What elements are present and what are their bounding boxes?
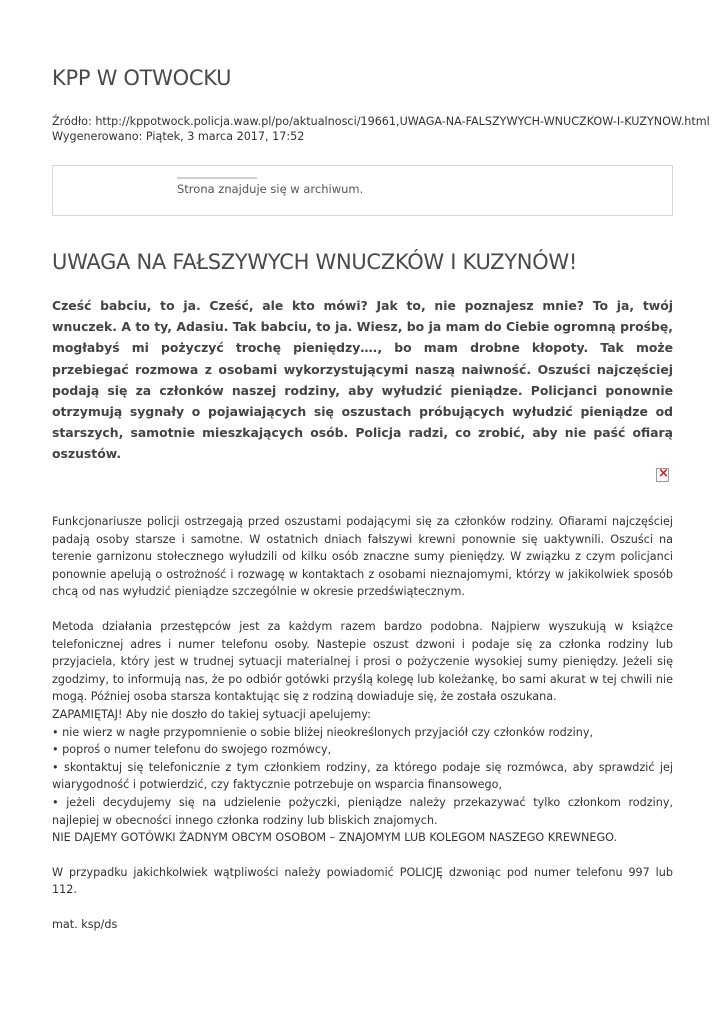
bullet-item: • skontaktuj się telefonicznie z tym członkiem rodziny, za którego podaje się rozmówca, aby sprawdzić jej wiarygodność i potwierdzić, czy faktycznie potrzebuje on wsparcia finansowego, — [52, 760, 673, 792]
archive-notice-divider — [177, 177, 257, 179]
archive-notice-text: Strona znajduje się w archiwum. — [177, 182, 364, 196]
article-author: mat. ksp/ds — [52, 917, 118, 931]
document-meta — [52, 114, 710, 144]
paragraph-3: W przypadku jakichkolwiek wątpliwości należy powiadomić POLICJĘ dzwoniąc pod numer telefonu 997 lub 112. — [52, 865, 673, 897]
bullet-item: • jeżeli decydujemy się na udzielenie pożyczki, pieniądze należy przekazywać tylko członkom rodziny, najlepiej w obecności innego członka rodziny lub bliskich znajomych. — [52, 795, 673, 827]
paragraph-1: Funkcjonariusze policji ostrzegają przed oszustami podającymi się za członków rodziny. Ofiarami najczęściej padają osoby starsze i samotne. W ostatnich dniach fałszywi krewni ponownie się uaktywnili. Oszuści na terenie garnizonu stołecznego wyłudzili od kilku osób znaczne sumy pieniędzy. W związku z czym policjanci ponownie apelują o ostrożność i rozwagę w kontaktach z osobami nieznajomymi, którzy w jakikolwiek sposób chcą od nas wyłudzić pieniądze szczególnie w okresie przedświątecznym. — [52, 515, 673, 599]
generated-line: Wygenerowano: Piątek, 3 marca 2017, 17:52 — [52, 130, 305, 143]
warning-caps: NIE DAJEMY GOTÓWKI ŻADNYM OBCYM OSOBOM – ZNAJOMYM LUB KOLEGOM NASZEGO KREWNEGO. — [52, 831, 618, 845]
bullet-item: • poproś o numer telefonu do swojego rozmówcy, — [52, 743, 332, 757]
article-lead: Cześć babciu, to ja. Cześć, ale kto mówi? Jak to, nie poznajesz mnie? To ja, twój wnuczek. A to ty, Adasiu. Tak babciu, to ja. Wiesz, bo ja mam do Ciebie ogromną prośbę, mogłabyś mi pożyczyć trochę pieniędzy…., bo mam drobne kłopoty. Tak może przebiegać rozmowa z osobami wykorzystującymi naszą naiwność. Oszuści najczęściej podają się za członków naszej rodziny, aby wyłudzić pieniądze. Policjanci ponownie otrzymują sygnały o pojawiających się oszustach próbujących wyłudzić pieniądze od starszych, samotnie mieszkających osób. Policja radzi, co zrobić, aby nie paść ofiarą oszustów. — [52, 298, 673, 462]
site-title: KPP W OTWOCKU — [52, 66, 232, 90]
broken-image-icon — [656, 468, 669, 482]
warning-intro: ZAPAMIĘTAJ! Aby nie doszło do takiej sytuacji apelujemy: — [52, 707, 371, 721]
article-title: UWAGA NA FAŁSZYWYCH WNUCZKÓW I KUZYNÓW! — [52, 250, 577, 274]
article-body — [52, 513, 673, 933]
paragraph-2: Metoda działania przestępców jest za każdym razem bardzo podobna. Najpierw wyszukują w książce telefonicznej adres i numer telefonu osoby. Nastepie oszust dzwoni i podaje się za członka rodziny lub przyjaciela, który jest w trudnej sytuacji materialnej i prosi o pożyczenie wysokiej sumy pieniędzy. Jeżeli się zgodzimy, to informują nas, że po odbiór gotówki przyślą kolegę lub koleżankę, bo sami akurat w tej chwili nie mogą. Później osoba starsza kontaktując się z rodziną dowiaduje się, że została oszukana. — [52, 619, 673, 704]
archive-notice-box — [52, 165, 673, 216]
source-line: Źródło: http://kppotwock.policja.waw.pl/po/aktualnosci/19661,UWAGA-NA-FALSZYWYCH-WNUCZKOW-I-KUZYNOW.html — [52, 115, 710, 128]
bullet-item: • nie wierz w nagłe przypomnienie o sobie bliżej nieokreślonych przyjaciół czy członków rodziny, — [52, 725, 593, 739]
